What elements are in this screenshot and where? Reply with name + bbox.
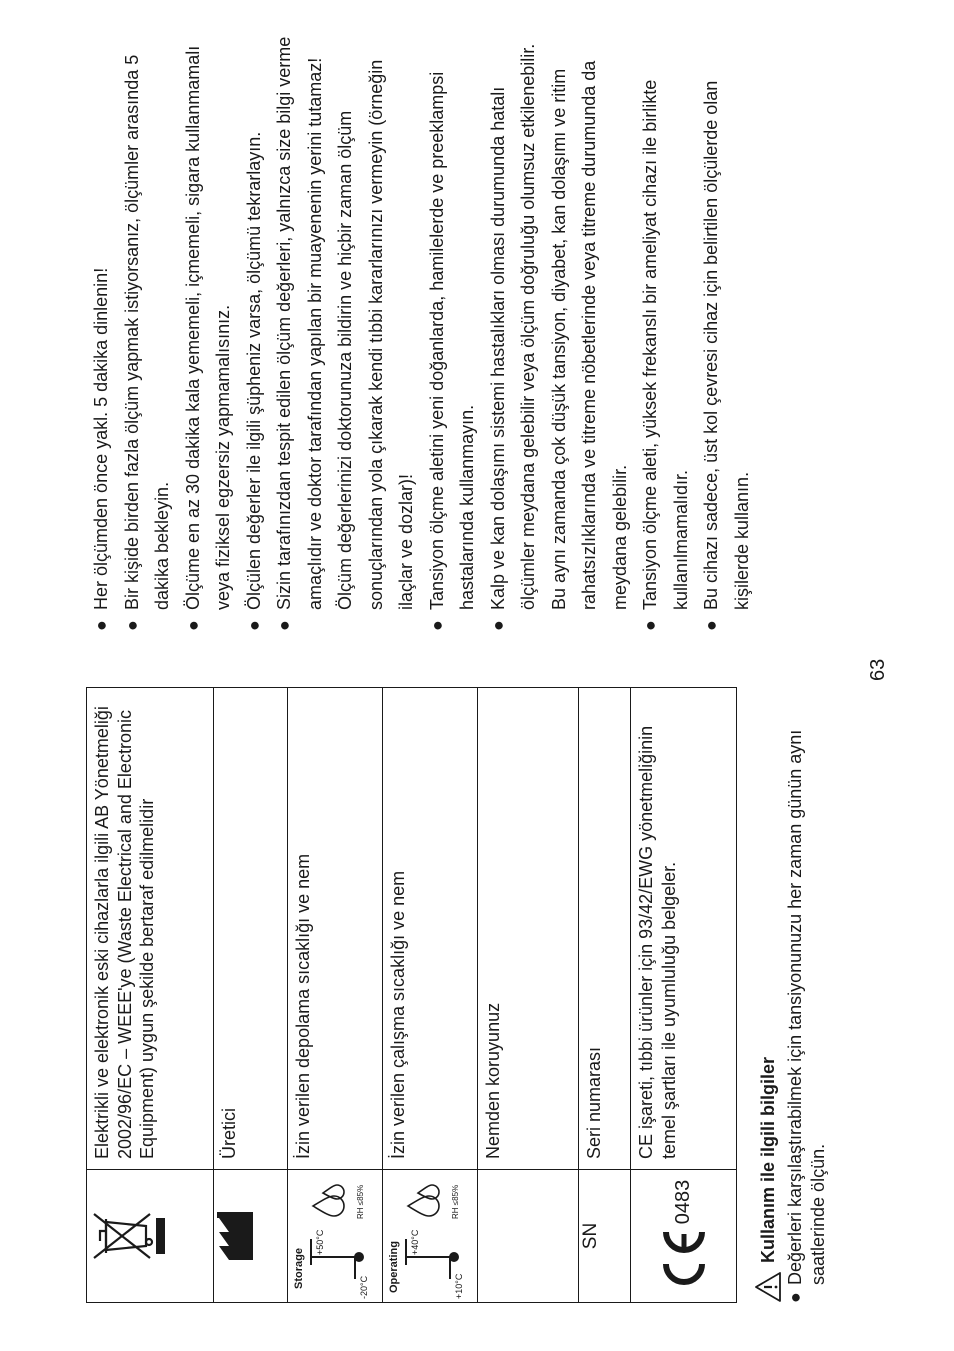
list-item-text: Kalp ve kan dolaşımı sistemi hastalıkları olması durumunda hatalı ölçümler meydana gelebilir veya ölçüm doğruluğu olumsuz etkilenebilir. Bu aynı zamanda çok düşük tansiyon, diyabet, kan dolaşımı ve ritim rahatsızlıklarında ve titreme nöbetlerinde veya titreme durumunda da meydana gelebilir. [487,43,630,610]
list-item [422,31,483,631]
list-item [269,31,422,631]
symbol-description: İzin verilen depolama sıcaklığı ve nem [288,688,383,1170]
list-item-text: Ölçülen değerler ile ilgili şüpheniz varsa, ölçümü tekrarlayın. [243,131,264,610]
bullet: ● [785,1292,805,1303]
right-column [86,31,757,631]
page-number: 63 [867,658,889,681]
list-item-text: Değerleri karşılaştırabilmek için tansiyonunuzu her zaman günün aynı saatlerinde ölçün. [785,729,828,1285]
symbol-description: CE işareti, tıbbi ürünler için 93/42/EWG yönetmeliğinin temel şartları ile uyumluluğu belgeler. [631,688,737,1170]
ce-mark-icon [662,1228,706,1292]
manufacturer-icon [215,1208,255,1264]
warning-triangle-icon [754,1271,782,1303]
symbol-description: Nemden koruyunuz [478,688,579,1170]
bullet: ● [274,620,294,631]
list-item-text: Ölçüme en az 30 dakika kala yememeli, içmemeli, sigara kullanmamalı veya fiziksel egzersiz yapmamalısınız. [182,45,233,610]
operating-humidity: RH ≤85% [451,1184,460,1219]
table-row [87,688,214,1303]
table-row [288,688,383,1303]
operating-conditions-icon [384,1173,466,1301]
bullet: ● [487,620,508,631]
keep-dry-icon [478,1170,579,1303]
list-item-text: Bu cihazı sadece, üst kol çevresi cihaz için belirtilen ölçülerde olan kişilerde kullanın. [701,80,752,610]
storage-temp-low: -20°C [359,1275,369,1299]
bullet: ● [182,620,203,631]
icon-cell [288,1170,383,1303]
weee-crossed-bin-icon [88,1206,168,1266]
list-item [483,31,636,631]
storage-humidity: RH ≤85% [356,1184,365,1219]
storage-temp-high: +50°C [315,1229,325,1255]
list-item-text: Bir kişide birden fazla ölçüm yapmak istiyorsanız, ölçümler arasında 5 dakika bekleyin. [121,54,172,610]
symbol-description: Üretici [214,688,288,1170]
usage-bullet-list [86,31,757,631]
list-item [86,31,117,631]
usage-heading [754,687,782,1303]
storage-label: Storage [293,1248,305,1289]
table-row [478,688,579,1303]
bullet: ● [121,620,142,631]
operating-temp-high: +40°C [410,1229,420,1255]
list-item [635,31,696,631]
symbol-table [86,687,737,1303]
list-item [239,31,270,631]
list-item-text: Tansiyon ölçme aleti, yüksek frekanslı bir ameliyat cihazı ile birlikte kullanılmamalıdır. [640,79,691,610]
operating-label: Operating [388,1241,400,1293]
usage-title: Kullanım ile ilgili bilgiler [757,1056,778,1263]
bullet: ● [91,620,111,631]
symbol-description: Seri numarası [579,688,631,1170]
list-item [696,31,757,631]
ce-notified-body-number: 0483 [672,1179,694,1225]
operating-temp-low: +10°C [454,1273,464,1299]
left-column [86,687,829,1303]
bullet: ● [640,620,660,631]
bullet: ● [426,620,447,631]
list-item [784,687,829,1303]
table-row [631,688,737,1303]
storage-conditions-icon [289,1173,371,1301]
symbol-description: İzin verilen çalışma sıcaklığı ve nem [383,688,478,1170]
bullet: ● [701,620,721,631]
list-item [178,31,239,631]
list-item-text: Her ölçümden önce yakl. 5 dakika dinlenin! [91,267,111,610]
icon-cell [383,1170,478,1303]
icon-cell [631,1170,737,1303]
table-row [579,688,631,1303]
icon-cell [214,1170,288,1303]
icon-cell [87,1170,214,1303]
list-item [117,31,178,631]
bullet: ● [243,620,264,631]
serial-number-symbol: SN [579,1170,631,1303]
table-row [214,688,288,1303]
table-row [383,688,478,1303]
list-item-text: Tansiyon ölçme aletini yeni doğanlarda, hamilelerde ve preeklampsi hastalarında kullanmayın. [426,71,477,610]
list-item-text: Sizin tarafınızdan tespit edilen ölçüm değerleri, yalnızca size bilgi verme amaçlıdır ve doktor tarafından yapılan bir muayenenin yerini tutamaz! Ölçüm değerlerinizi doktorunuza bildirin ve hiçbir zaman ölçüm sonuçlarından yola çıkarak kendi tıbbi kararlarınızı vermeyin (örneğin ilaçlar ve dozlar)! [274,36,416,610]
symbol-description: Elektrikli ve elektronik eski cihazlarla ilgili AB Yönetmeliği 2002/96/EC – WEEE'ye (Waste Electrical and Electronic Equipment) uygun şekilde bertaraf edilmelidir [87,688,214,1170]
